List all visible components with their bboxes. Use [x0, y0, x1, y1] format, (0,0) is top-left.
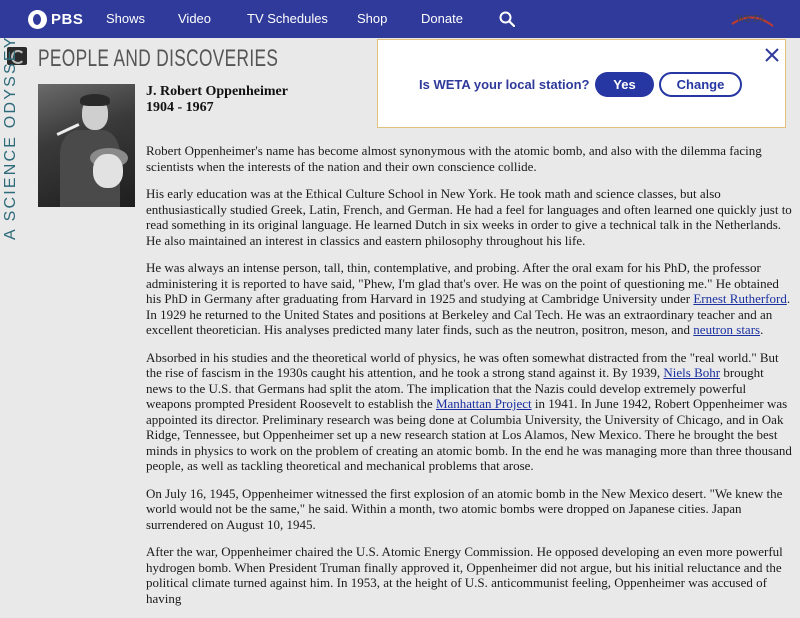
- pbs-logo-text: PBS: [51, 10, 84, 28]
- nav-link-video[interactable]: Video: [178, 11, 212, 26]
- paragraph: He was always an intense person, tall, thin, contemplative, and probing. After the oral exam for his PhD, the professor administering it is reported to have said, "Phew, I'm glad that's over. He was on the point of questioning me." He obtained his PhD in Germany after graduating from Harvard in 1925 and studying at Cambridge University under Ernest Rutherford. In 1929 he returned to the United States and positions at Berkeley and Cal Tech. He was an extraordinary teacher and an excellent theoretician. His analyses predicted many later finds, such as the neutron, positron, meson, and neutron stars.: [146, 260, 791, 337]
- change-button[interactable]: Change: [659, 72, 742, 97]
- paragraph: After the war, Oppenheimer chaired the U.S. Atomic Energy Commission. He opposed developing an even more powerful hydrogen bomb. When President Truman finally approved it, Oppenheimer did not argue, but his initial reluctance and the political climate turned against him. In 1953, at the height of U.S. anticommunist feeling, Oppenheimer was accused of having: [146, 544, 783, 606]
- paragraph: His early education was at the Ethical Culture School in New York. He took math and science classes, but also enthusiastically studied Greek, Latin, French, and German. He had a feel for languages and often learned one quickly just to read something in its original language. He learned Dutch in six weeks in order to give a technical talk in the Netherlands. He also maintained an interest in classics and eastern philosophy throughout his life.: [146, 186, 792, 248]
- weta-logo-text: WETA: [736, 13, 764, 25]
- paragraph: On July 16, 1945, Oppenheimer witnessed the first explosion of an atomic bomb in the New Mexico desert. "We knew the world would not be the same," he said. Within a month, two atomic bombs were dropped on Japanese cities. Japan surrendered on August 10, 1945.: [146, 485, 783, 532]
- article-body: [146, 143, 792, 618]
- search-icon[interactable]: [499, 11, 515, 27]
- oppenheimer-portrait: [38, 84, 135, 207]
- vertical-series-title-text: A SCIENCE ODYSSEY: [2, 35, 19, 240]
- section-title: PEOPLE AND DISCOVERIES: [38, 45, 279, 72]
- local-station-question: Is WETA your local station?: [419, 77, 590, 92]
- link-neutron-stars[interactable]: neutron stars: [693, 322, 761, 337]
- nav-link-shop[interactable]: Shop: [357, 11, 388, 26]
- link-ernest-rutherford[interactable]: Ernest Rutherford: [693, 291, 787, 306]
- pbs-logo-icon: [28, 10, 47, 29]
- nav-link-shows[interactable]: Shows: [106, 11, 146, 26]
- nav-link-tv-schedules[interactable]: TV Schedules: [247, 11, 328, 26]
- yes-button[interactable]: Yes: [595, 72, 654, 97]
- close-icon[interactable]: [765, 48, 779, 62]
- paragraph: Robert Oppenheimer's name has become almost synonymous with the atomic bomb, and also with the dilemma facing scientists when the interests of the nation and their own conscience collide.: [146, 143, 762, 174]
- top-nav-bar: [0, 0, 800, 38]
- link-manhattan-project[interactable]: Manhattan Project: [435, 396, 532, 411]
- person-dates: 1904 - 1967: [146, 100, 214, 115]
- local-station-popup: [377, 39, 786, 128]
- person-name: J. Robert Oppenheimer: [146, 84, 288, 99]
- paragraph: Absorbed in his studies and the theoretical world of physics, he was often somewhat distracted from the "real world." But the rise of fascism in the 1930s caught his attention, and he took a strong stand against it. By 1939, Niels Bohr brought news to the U.S. that Germans had split the atom. The implication that the Nazis could develop extremely powerful weapons prompted President Roosevelt to establish the Manhattan Project in 1941. In June 1942, Robert Oppenheimer was appointed its director. Preliminary research was being done at Columbia University, the University of Chicago, and in Oak Ridge, Tennessee, but Oppenheimer set up a new research station at Los Alamos, New Mexico. There he brought the best minds in physics to work on the problem of creating an atomic bomb. In the end he was managing more than three thousand people, as well as tackling theoretical and mechanical problems that arose.: [146, 349, 792, 473]
- nav-link-donate[interactable]: Donate: [421, 11, 463, 26]
- vertical-series-title: [2, 35, 30, 440]
- weta-logo-icon[interactable]: [730, 10, 775, 34]
- link-niels-bohr[interactable]: Niels Bohr: [663, 365, 721, 380]
- pbs-logo[interactable]: [28, 9, 83, 29]
